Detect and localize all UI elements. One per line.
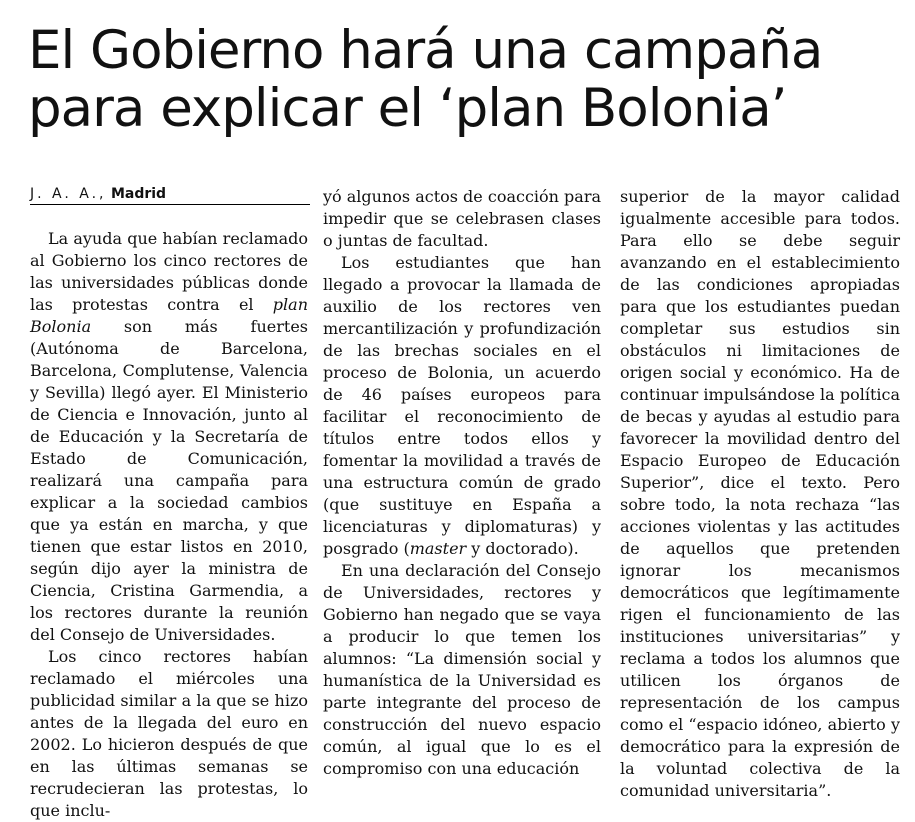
paragraph-text: La ayuda que habían reclamado al Gobierno los cinco rectores de las universidades públicas donde las protestas contra el (30, 229, 308, 314)
paragraph-text: son más fuertes (Autónoma de Barcelona, Barcelona, Complutense, Valencia y Sevilla) llegó ayer. El Ministerio de Ciencia e Innovación, junto al de Educación y la Secretaría de Estado de Comunicación, realizará una campaña para explicar a la sociedad cambios que ya están en marcha, y que tienen que estar listos en 2010, según dijo ayer la ministra de Ciencia, Cristina Garmendia, a los rectores durante la reunión del Consejo de Universidades. (30, 317, 308, 644)
paragraph-text: Los estudiantes que han llegado a provocar la llamada de auxilio de los rectores ven mercantilización y profundización de las brechas sociales en el proceso de Bolonia, un acuerdo de 46 países europeos para facilitar el reconocimiento de títulos entre todos ellos y fomentar la movilidad a través de una estructura común de grado (que sustituye en España a licenciaturas y diplomaturas) y posgrado ( (323, 253, 601, 558)
byline-author: J. A. A., (30, 186, 107, 202)
column-3 (620, 186, 900, 802)
byline-place: Madrid (110, 186, 167, 202)
paragraph (30, 228, 308, 646)
paragraph: Los cinco rectores habían reclamado el miércoles una publicidad similar a la que se hizo antes de la llegada del euro en 2002. Lo hicieron después de que en las últimas semanas se recrudecieran las protestas, lo que inclu- (30, 647, 308, 820)
paragraph-emphasis: plan Bolonia (30, 295, 308, 336)
headline: El Gobierno hará una campaña para explicar el ‘plan Bolonia’ (28, 20, 823, 139)
paragraph: En una declaración del Consejo de Universidades, rectores y Gobierno han negado que se vaya a producir lo que temen los alumnos: “La dimensión social y humanística de la Universidad es parte integrante del proceso de construcción del nuevo espacio común, al igual que lo es el compromiso con una educación (323, 561, 601, 778)
paragraph-text: y doctorado). (466, 539, 579, 558)
byline (30, 186, 310, 205)
column-1 (30, 228, 308, 822)
column-2 (323, 186, 601, 780)
paragraph: yó algunos actos de coacción para impedir que se celebrasen clases o juntas de facultad. (323, 187, 602, 250)
paragraph-emphasis: master (409, 539, 467, 558)
paragraph: superior de la mayor calidad igualmente accesible para todos. Para ello se debe seguir avanzando en el establecimiento de las condiciones apropiadas para que los estudiantes puedan completar sus estudios sin obstáculos ni limitaciones de origen social y económico. Ha de continuar impulsándose la política de becas y ayudas al estudio para favorecer la movilidad dentro del Espacio Europeo de Educación Superior”, dice el texto. Pero sobre todo, la nota rechaza “las acciones violentas y las actitudes de aquellos que pretenden ignorar los mecanismos democráticos que legítimamente rigen el funcionamiento de las instituciones universitarias” y reclama a todos los alumnos que utilicen los órganos de representación de los campus como el “espacio idóneo, abierto y democrático para la expresión de la voluntad colectiva de la comunidad universitaria”. (620, 187, 900, 800)
paragraph (323, 252, 601, 560)
